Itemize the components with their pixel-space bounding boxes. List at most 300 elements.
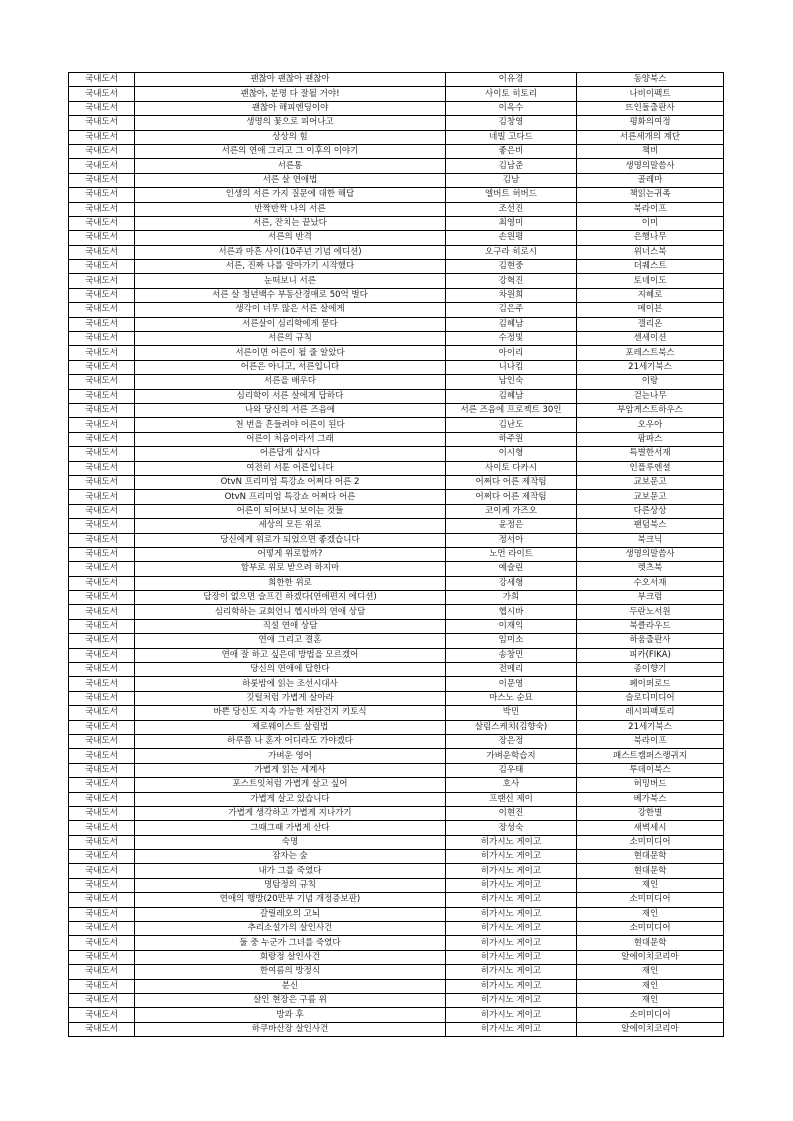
publisher-cell: 메이븐: [577, 303, 724, 317]
publisher-cell: 위너스북: [577, 245, 724, 259]
category-cell: 국내도서: [69, 144, 135, 158]
publisher-cell: 센세이션: [577, 332, 724, 346]
author-cell: 히가시노 게이고: [446, 922, 577, 936]
author-cell: 김난도: [446, 418, 577, 432]
title-cell: 서른이면 어른이 될 줄 알았다: [135, 346, 446, 360]
publisher-cell: 교보문고: [577, 490, 724, 504]
author-cell: 가희: [446, 591, 577, 605]
title-cell: 서른 살 연애법: [135, 173, 446, 187]
title-cell: 나와 당신의 서른 즈음에: [135, 403, 446, 417]
publisher-cell: 재인: [577, 878, 724, 892]
publisher-cell: 패스트캠퍼스랭귀지: [577, 749, 724, 763]
table-row: [69, 763, 724, 777]
publisher-cell: 슬로디미디어: [577, 691, 724, 705]
category-cell: 국내도서: [69, 547, 135, 561]
category-cell: 국내도서: [69, 835, 135, 849]
title-cell: 서른의 반격: [135, 231, 446, 245]
author-cell: 프랜신 제이: [446, 792, 577, 806]
category-cell: 국내도서: [69, 821, 135, 835]
author-cell: 오구라 히로시: [446, 245, 577, 259]
category-cell: 국내도서: [69, 1022, 135, 1036]
author-cell: 김우태: [446, 763, 577, 777]
title-cell: 천 번을 흔들려야 어른이 된다: [135, 418, 446, 432]
author-cell: 김창영: [446, 116, 577, 130]
title-cell: 서른살이 심리학에게 묻다: [135, 317, 446, 331]
category-cell: 국내도서: [69, 706, 135, 720]
author-cell: 히가시노 게이고: [446, 864, 577, 878]
title-cell: 눈떠보니 서른: [135, 274, 446, 288]
title-cell: 서른의 규칙: [135, 332, 446, 346]
table-row: [69, 260, 724, 274]
publisher-cell: 렛츠북: [577, 562, 724, 576]
table-row: [69, 677, 724, 691]
publisher-cell: 재인: [577, 965, 724, 979]
author-cell: 정서아: [446, 533, 577, 547]
publisher-cell: 베가북스: [577, 792, 724, 806]
table-row: [69, 691, 724, 705]
category-cell: 국내도서: [69, 447, 135, 461]
author-cell: 히가시노 게이고: [446, 850, 577, 864]
title-cell: 심리학이 서른 살에게 답하다: [135, 389, 446, 403]
author-cell: 마스노 순묘: [446, 691, 577, 705]
category-cell: 국내도서: [69, 562, 135, 576]
title-cell: 서른, 진짜 나를 알아가기 시작했다: [135, 260, 446, 274]
category-cell: 국내도서: [69, 619, 135, 633]
title-cell: 직설 연애 상담: [135, 619, 446, 633]
publisher-cell: 더퀘스트: [577, 260, 724, 274]
publisher-cell: 강한별: [577, 806, 724, 820]
table-row: [69, 950, 724, 964]
table-row: [69, 893, 724, 907]
author-cell: 호사: [446, 778, 577, 792]
table-row: [69, 706, 724, 720]
title-cell: 여전히 서툰 어른입니다: [135, 461, 446, 475]
title-cell: 어른은 아니고, 서른입니다: [135, 360, 446, 374]
category-cell: 국내도서: [69, 763, 135, 777]
publisher-cell: 동양북스: [577, 73, 724, 87]
title-cell: 괜찮아, 분명 다 잘될 거야!: [135, 87, 446, 101]
category-cell: 국내도서: [69, 734, 135, 748]
category-cell: 국내도서: [69, 1008, 135, 1022]
author-cell: 박민: [446, 706, 577, 720]
title-cell: 당신에게 위로가 되었으면 좋겠습니다: [135, 533, 446, 547]
title-cell: 세상의 모든 위로: [135, 519, 446, 533]
category-cell: 국내도서: [69, 87, 135, 101]
category-cell: 국내도서: [69, 994, 135, 1008]
publisher-cell: 북클라우드: [577, 619, 724, 633]
author-cell: 히가시노 게이고: [446, 979, 577, 993]
category-cell: 국내도서: [69, 749, 135, 763]
table-row: [69, 461, 724, 475]
table-row: [69, 87, 724, 101]
table-row: [69, 734, 724, 748]
title-cell: 서른의 연애 그리고 그 이후의 이야기: [135, 144, 446, 158]
title-cell: 연애 잘 하고 싶은데 방법을 모르겠어: [135, 648, 446, 662]
category-cell: 국내도서: [69, 159, 135, 173]
table-row: [69, 936, 724, 950]
publisher-cell: 이미: [577, 216, 724, 230]
title-cell: 괜찮아 해피엔딩이야: [135, 101, 446, 115]
publisher-cell: 허밍버드: [577, 778, 724, 792]
table-row: [69, 231, 724, 245]
title-cell: 서른을 배우다: [135, 375, 446, 389]
category-cell: 국내도서: [69, 274, 135, 288]
publisher-cell: 현대문학: [577, 850, 724, 864]
publisher-cell: 오우아: [577, 418, 724, 432]
author-cell: 최영미: [446, 216, 577, 230]
author-cell: 아이리: [446, 346, 577, 360]
author-cell: 어쩌다 어른 제작팀: [446, 475, 577, 489]
title-cell: 살인 현장은 구름 위: [135, 994, 446, 1008]
category-cell: 국내도서: [69, 663, 135, 677]
title-cell: 함부로 위로 받으려 하지마: [135, 562, 446, 576]
category-cell: 국내도서: [69, 317, 135, 331]
author-cell: 헵시바: [446, 605, 577, 619]
author-cell: 전메리: [446, 663, 577, 677]
category-cell: 국내도서: [69, 389, 135, 403]
publisher-cell: 수오서재: [577, 576, 724, 590]
author-cell: 남인숙: [446, 375, 577, 389]
table-row: [69, 634, 724, 648]
table-row: [69, 418, 724, 432]
table-row: [69, 792, 724, 806]
category-cell: 국내도서: [69, 576, 135, 590]
author-cell: 히가시노 게이고: [446, 950, 577, 964]
author-cell: 김혜남: [446, 389, 577, 403]
author-cell: 김혜남: [446, 317, 577, 331]
title-cell: 숙명: [135, 835, 446, 849]
publisher-cell: 포레스트북스: [577, 346, 724, 360]
category-cell: 국내도서: [69, 850, 135, 864]
category-cell: 국내도서: [69, 73, 135, 87]
author-cell: 서른 즈음에 프로젝트 30인: [446, 403, 577, 417]
category-cell: 국내도서: [69, 691, 135, 705]
publisher-cell: 새벽세시: [577, 821, 724, 835]
publisher-cell: 소미미디어: [577, 922, 724, 936]
category-cell: 국내도서: [69, 216, 135, 230]
title-cell: 내가 그를 죽였다: [135, 864, 446, 878]
author-cell: 이옥수: [446, 101, 577, 115]
author-cell: 히가시노 게이고: [446, 965, 577, 979]
publisher-cell: 서른세개의 계단: [577, 130, 724, 144]
category-cell: 국내도서: [69, 533, 135, 547]
table-row: [69, 188, 724, 202]
publisher-cell: 소미미디어: [577, 835, 724, 849]
table-row: [69, 288, 724, 302]
author-cell: 히가시노 게이고: [446, 936, 577, 950]
publisher-cell: 인플루엔셜: [577, 461, 724, 475]
category-cell: 국내도서: [69, 893, 135, 907]
category-cell: 국내도서: [69, 346, 135, 360]
author-cell: 임미소: [446, 634, 577, 648]
publisher-cell: 북라이프: [577, 734, 724, 748]
publisher-cell: 특별한서재: [577, 447, 724, 461]
category-cell: 국내도서: [69, 432, 135, 446]
category-cell: 국내도서: [69, 720, 135, 734]
table-row: [69, 332, 724, 346]
title-cell: 깃털처럼 가볍게 살아라: [135, 691, 446, 705]
author-cell: 히가시노 게이고: [446, 907, 577, 921]
title-cell: OtvN 프리미엄 특강쇼 어쩌다 어른: [135, 490, 446, 504]
publisher-cell: 다른상상: [577, 504, 724, 518]
title-cell: 어른이 되어보니 보이는 것들: [135, 504, 446, 518]
title-cell: 생각이 너무 많은 서른 살에게: [135, 303, 446, 317]
publisher-cell: 소미미디어: [577, 893, 724, 907]
category-cell: 국내도서: [69, 648, 135, 662]
publisher-cell: 평화의여정: [577, 116, 724, 130]
table-row: [69, 317, 724, 331]
book-list-table: [68, 72, 724, 1037]
author-cell: 조선진: [446, 202, 577, 216]
title-cell: 어른이 처음이라서 그래: [135, 432, 446, 446]
title-cell: 회랑정 살인사건: [135, 950, 446, 964]
table-row: [69, 806, 724, 820]
publisher-cell: 페이퍼로드: [577, 677, 724, 691]
table-row: [69, 389, 724, 403]
table-row: [69, 979, 724, 993]
table-row: [69, 216, 724, 230]
table-row: [69, 490, 724, 504]
table-row: [69, 591, 724, 605]
title-cell: 서른 살 청년백수 부동산경매로 50억 벌다: [135, 288, 446, 302]
publisher-cell: 책읽는귀족: [577, 188, 724, 202]
title-cell: 연애의 행방(20만부 기념 개정증보판): [135, 893, 446, 907]
title-cell: 하룻밤에 읽는 조선시대사: [135, 677, 446, 691]
publisher-cell: 지혜로: [577, 288, 724, 302]
category-cell: 국내도서: [69, 202, 135, 216]
category-cell: 국내도서: [69, 605, 135, 619]
category-cell: 국내도서: [69, 101, 135, 115]
table-row: [69, 274, 724, 288]
category-cell: 국내도서: [69, 778, 135, 792]
category-cell: 국내도서: [69, 864, 135, 878]
publisher-cell: 종이향기: [577, 663, 724, 677]
category-cell: 국내도서: [69, 245, 135, 259]
author-cell: 예슬린: [446, 562, 577, 576]
title-cell: 제로웨이스트 살림법: [135, 720, 446, 734]
publisher-cell: 투데이북스: [577, 763, 724, 777]
category-cell: 국내도서: [69, 475, 135, 489]
table-row: [69, 663, 724, 677]
publisher-cell: 생명의말씀사: [577, 159, 724, 173]
table-row: [69, 547, 724, 561]
title-cell: 희한한 위로: [135, 576, 446, 590]
title-cell: 추리소설가의 살인사건: [135, 922, 446, 936]
category-cell: 국내도서: [69, 677, 135, 691]
table-row: [69, 965, 724, 979]
table-row: [69, 303, 724, 317]
category-cell: 국내도서: [69, 950, 135, 964]
table-row: [69, 778, 724, 792]
category-cell: 국내도서: [69, 979, 135, 993]
table-row: [69, 346, 724, 360]
table-row: [69, 447, 724, 461]
author-cell: 네빌 고다드: [446, 130, 577, 144]
author-cell: 이현진: [446, 806, 577, 820]
author-cell: 히가시노 게이고: [446, 994, 577, 1008]
title-cell: 답장이 없으면 슬프긴 하겠다(연애편지 에디션): [135, 591, 446, 605]
publisher-cell: 소미미디어: [577, 1008, 724, 1022]
publisher-cell: 나비이펙트: [577, 87, 724, 101]
category-cell: 국내도서: [69, 360, 135, 374]
publisher-cell: 팜파스: [577, 432, 724, 446]
table-row: [69, 821, 724, 835]
table-row: [69, 864, 724, 878]
category-cell: 국내도서: [69, 936, 135, 950]
table-row: [69, 749, 724, 763]
author-cell: 히가시노 게이고: [446, 1022, 577, 1036]
title-cell: 포스트잇처럼 가볍게 살고 싶어: [135, 778, 446, 792]
title-cell: 가볍게 살고 있습니다: [135, 792, 446, 806]
author-cell: 김현중: [446, 260, 577, 274]
title-cell: 반짝반짝 나의 서른: [135, 202, 446, 216]
publisher-cell: 걷는나무: [577, 389, 724, 403]
table-row: [69, 1008, 724, 1022]
title-cell: 연애 그리고 결혼: [135, 634, 446, 648]
category-cell: 국내도서: [69, 634, 135, 648]
table-row: [69, 562, 724, 576]
category-cell: 국내도서: [69, 965, 135, 979]
publisher-cell: 21세기북스: [577, 360, 724, 374]
table-row: [69, 619, 724, 633]
table-row: [69, 116, 724, 130]
table-row: [69, 159, 724, 173]
author-cell: 니나킴: [446, 360, 577, 374]
publisher-cell: 재인: [577, 994, 724, 1008]
title-cell: 심리학하는 교회언니 헵시바의 연애 상담: [135, 605, 446, 619]
author-cell: 히가시노 게이고: [446, 893, 577, 907]
publisher-cell: 현대문학: [577, 936, 724, 950]
table-row: [69, 504, 724, 518]
table-row: [69, 720, 724, 734]
title-cell: 분신: [135, 979, 446, 993]
category-cell: 국내도서: [69, 375, 135, 389]
author-cell: 수정빛: [446, 332, 577, 346]
table-row: [69, 648, 724, 662]
table-row: [69, 144, 724, 158]
title-cell: 괜찮아 괜찮아 괜찮아: [135, 73, 446, 87]
author-cell: 이문영: [446, 677, 577, 691]
table-row: [69, 1022, 724, 1036]
title-cell: 가볍게 읽는 세계사: [135, 763, 446, 777]
author-cell: 어쩌다 어른 제작팀: [446, 490, 577, 504]
table-row: [69, 173, 724, 187]
category-cell: 국내도서: [69, 591, 135, 605]
table-row: [69, 360, 724, 374]
title-cell: 서른과 마흔 사이(10주년 기념 에디션): [135, 245, 446, 259]
title-cell: 하루쯤 나 혼자 어디라도 가야겠다: [135, 734, 446, 748]
table-row: [69, 850, 724, 864]
category-cell: 국내도서: [69, 332, 135, 346]
author-cell: 김남준: [446, 159, 577, 173]
category-cell: 국내도서: [69, 231, 135, 245]
category-cell: 국내도서: [69, 403, 135, 417]
publisher-cell: 토네이도: [577, 274, 724, 288]
author-cell: 하주원: [446, 432, 577, 446]
author-cell: 윤정은: [446, 519, 577, 533]
publisher-cell: 갤리온: [577, 317, 724, 331]
table-row: [69, 878, 724, 892]
title-cell: 당신의 연애에 답한다: [135, 663, 446, 677]
author-cell: 사이토 히토리: [446, 87, 577, 101]
publisher-cell: 뜨인돌출판사: [577, 101, 724, 115]
publisher-cell: 부암게스트하우스: [577, 403, 724, 417]
publisher-cell: 피카(FIKA): [577, 648, 724, 662]
publisher-cell: 골레마: [577, 173, 724, 187]
author-cell: 이시형: [446, 447, 577, 461]
table-row: [69, 403, 724, 417]
author-cell: 히가시노 게이고: [446, 835, 577, 849]
author-cell: 손원평: [446, 231, 577, 245]
author-cell: 김은주: [446, 303, 577, 317]
publisher-cell: 책비: [577, 144, 724, 158]
author-cell: 장성숙: [446, 821, 577, 835]
title-cell: 방과 후: [135, 1008, 446, 1022]
table-row: [69, 475, 724, 489]
category-cell: 국내도서: [69, 907, 135, 921]
title-cell: 어떻게 위로할까?: [135, 547, 446, 561]
publisher-cell: 교보문고: [577, 475, 724, 489]
table-row: [69, 922, 724, 936]
author-cell: 강세형: [446, 576, 577, 590]
table-row: [69, 245, 724, 259]
title-cell: 명탐정의 규칙: [135, 878, 446, 892]
title-cell: 하쿠바산장 살인사건: [135, 1022, 446, 1036]
publisher-cell: 하움출판사: [577, 634, 724, 648]
publisher-cell: 부크럼: [577, 591, 724, 605]
category-cell: 국내도서: [69, 173, 135, 187]
title-cell: 서른, 잔치는 끝났다: [135, 216, 446, 230]
author-cell: 히가시노 게이고: [446, 1008, 577, 1022]
category-cell: 국내도서: [69, 461, 135, 475]
table-row: [69, 375, 724, 389]
title-cell: 잠자는 숲: [135, 850, 446, 864]
book-list-body: [69, 73, 724, 1037]
publisher-cell: 은행나무: [577, 231, 724, 245]
author-cell: 차원희: [446, 288, 577, 302]
publisher-cell: 팬덤북스: [577, 519, 724, 533]
publisher-cell: 21세기북스: [577, 720, 724, 734]
category-cell: 국내도서: [69, 504, 135, 518]
table-row: [69, 130, 724, 144]
category-cell: 국내도서: [69, 878, 135, 892]
title-cell: 서른통: [135, 159, 446, 173]
title-cell: 그때그때 가볍게 산다: [135, 821, 446, 835]
author-cell: 김남: [446, 173, 577, 187]
publisher-cell: 두란노서원: [577, 605, 724, 619]
author-cell: 이유경: [446, 73, 577, 87]
category-cell: 국내도서: [69, 792, 135, 806]
category-cell: 국내도서: [69, 922, 135, 936]
publisher-cell: 레시피팩토리: [577, 706, 724, 720]
author-cell: 히가시노 게이고: [446, 878, 577, 892]
publisher-cell: 알에이치코리아: [577, 1022, 724, 1036]
table-row: [69, 835, 724, 849]
title-cell: OtvN 프리미엄 특강쇼 어쩌다 어른 2: [135, 475, 446, 489]
title-cell: 생명의 꽃으로 피어나고: [135, 116, 446, 130]
author-cell: 엘버트 허버드: [446, 188, 577, 202]
category-cell: 국내도서: [69, 418, 135, 432]
title-cell: 둘 중 누군가 그녀를 죽였다: [135, 936, 446, 950]
author-cell: 사이토 다카시: [446, 461, 577, 475]
category-cell: 국내도서: [69, 303, 135, 317]
title-cell: 갈릴레오의 고뇌: [135, 907, 446, 921]
table-row: [69, 994, 724, 1008]
category-cell: 국내도서: [69, 188, 135, 202]
category-cell: 국내도서: [69, 260, 135, 274]
table-row: [69, 432, 724, 446]
table-row: [69, 519, 724, 533]
